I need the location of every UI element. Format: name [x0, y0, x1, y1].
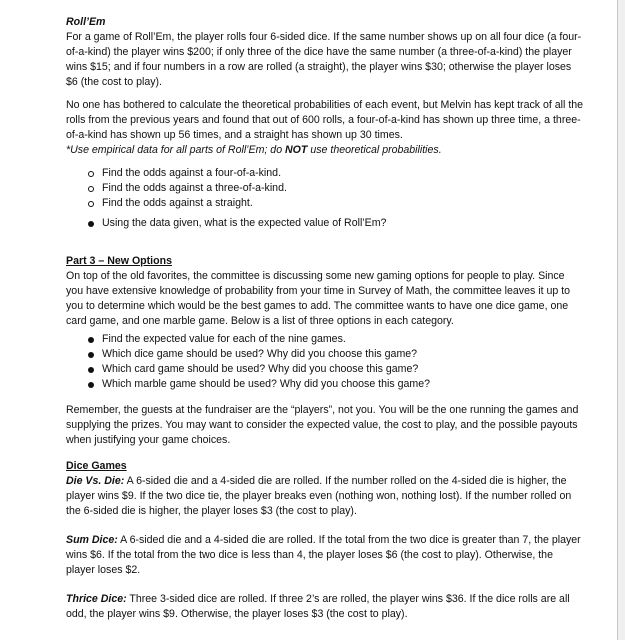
rollem-title: Roll’Em [66, 16, 106, 28]
thrice-dice-name: Thrice Dice: [66, 593, 127, 605]
rollem-melvin-paragraph: No one has bothered to calculate the theoretical probabilities of each event, but Melvin has kept track of all the rolls from the previous years and found that out of 600 rolls, a four-of-a-kind has shown up three time, a three-of-a-kind has shown up 56 times, and a straight has shown up 30 times. [66, 99, 584, 141]
expected-value-question-list [66, 216, 584, 231]
rollem-intro: For a game of Roll’Em, the player rolls four 6-sided dice. If the same number shows up on all four dice (a four-of-a-kind) the player wins $200; if only three of the dice have the same number (a three-of-a-kind) the player wins $15; and if four numbers in a row are rolled (a straight), the player wins $30; otherwise the player loses $6 (the cost to play). [66, 31, 582, 88]
sum-dice-name: Sum Dice: [66, 534, 118, 546]
die-vs-die-text: A 6-sided die and a 4-sided die are rolled. If the number rolled on the 4-sided die is higher, the player wins $9. If the two dice tie, the player breaks even (nothing won, nothing lost). If the number rolled on the 6-sided die is higher, the player loses $3 (the cost to play). [66, 475, 572, 517]
die-vs-die-name: Die Vs. Die: [66, 475, 125, 487]
part3-heading: Part 3 – New Options [66, 255, 172, 267]
thrice-dice-text: Three 3-sided dice are rolled. If three 2’s are rolled, the player wins $36. If the dice rolls are all odd, the player wins $9. Otherwise, the player loses $3 (the cost to play). [66, 593, 570, 620]
list-item: Using the data given, what is the expected value of Roll’Em? [66, 216, 584, 231]
sum-dice-text: A 6-sided die and a 4-sided die are rolled. If the total from the two dice is greater than 7, the player wins $6. If the total from the two dice is less than 4, the player loses $6 (the cost to play). Otherwise, the player loses $2. [66, 534, 581, 576]
sum-dice-paragraph [66, 533, 584, 578]
list-item: Which marble game should be used? Why did you choose this game? [66, 377, 584, 392]
thrice-dice-paragraph [66, 592, 584, 622]
die-vs-die-paragraph [66, 474, 584, 519]
part3-task-list [66, 332, 584, 392]
note-before: *Use empirical data for all parts of Roll’Em; do [66, 144, 286, 156]
rollem-empirical-note [66, 143, 584, 158]
list-item: Find the expected value for each of the nine games. [66, 332, 584, 347]
part3-intro: On top of the old favorites, the committee is discussing some new gaming options for people to play. Since you have extensive knowledge of probability from your time in Survey of Math, the committee leaves it up to you to determine which would be the best games to add. The committee wants to have one dice game, one card game, and one marble game. Below is a list of three options in each category. [66, 270, 571, 327]
odds-question-list [66, 166, 584, 211]
list-item: Which dice game should be used? Why did you choose this game? [66, 347, 584, 362]
list-item: Find the odds against a three-of-a-kind. [66, 181, 584, 196]
list-item: Find the odds against a straight. [66, 196, 584, 211]
note-not: NOT [285, 144, 308, 156]
remember-paragraph: Remember, the guests at the fundraiser are the “players”, not you. You will be the one running the games and supplying the prizes. You may want to consider the expected value, the cost to play, and the possible payouts when justifying your game choices. [66, 404, 579, 446]
list-item: Find the odds against a four-of-a-kind. [66, 166, 584, 181]
note-after: use theoretical probabilities. [307, 144, 442, 156]
dice-games-heading: Dice Games [66, 460, 127, 472]
document-content [66, 15, 584, 622]
list-item: Which card game should be used? Why did you choose this game? [66, 362, 584, 377]
